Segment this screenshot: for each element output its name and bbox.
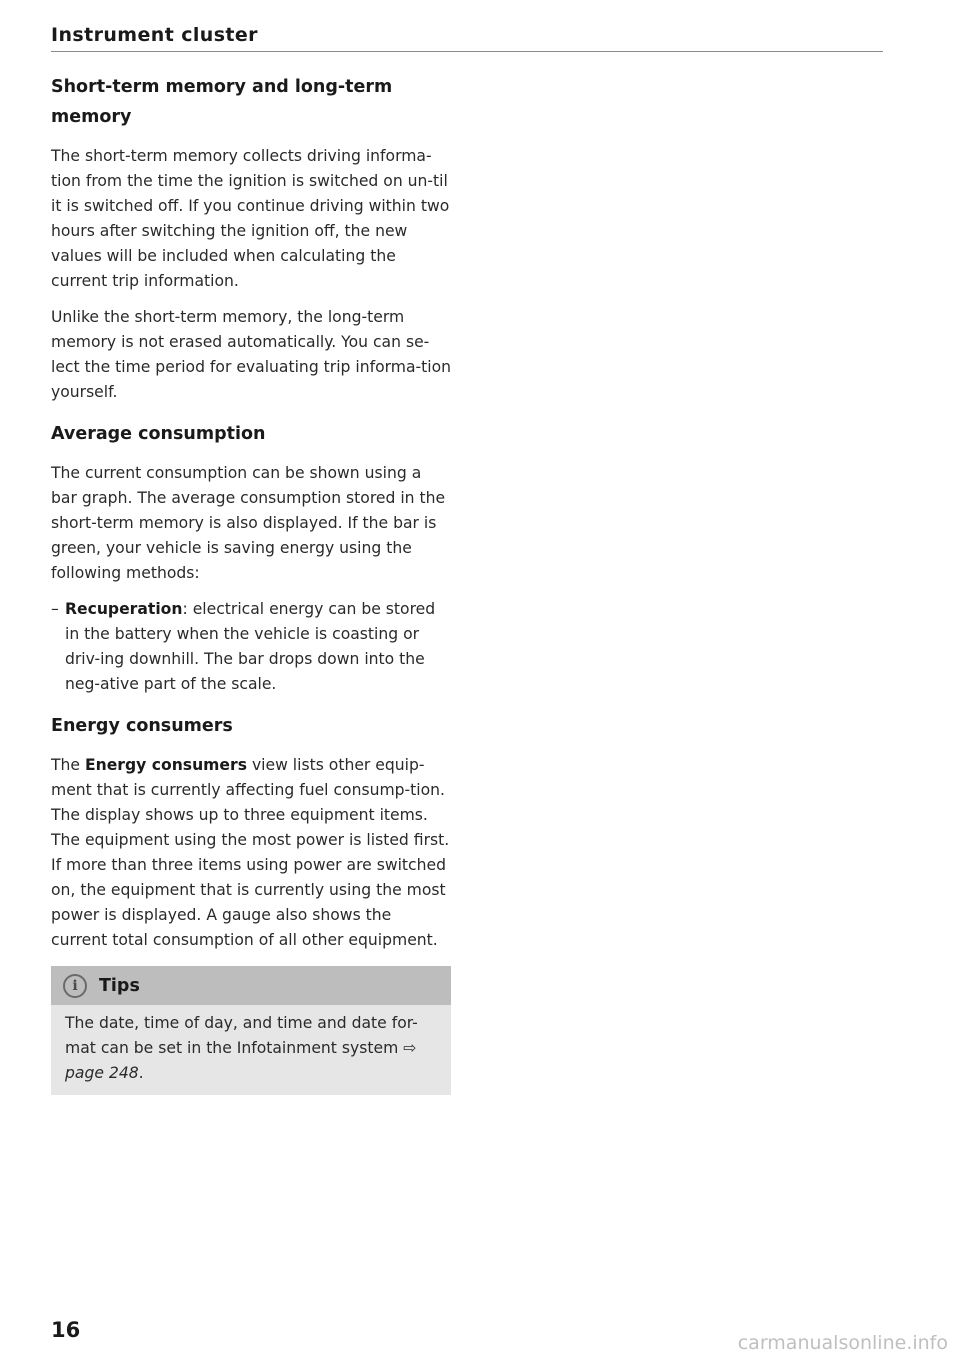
tips-header <box>51 966 451 1005</box>
paragraph-energy-consumers <box>51 753 451 953</box>
term-energy-consumers: Energy consumers <box>84 756 247 774</box>
bullet-recuperation-text: : electrical energy can be stored in the battery when the vehicle is coasting or driv-ing downhill. The bar drops down into the neg-ative part of the scale. <box>65 600 436 693</box>
tips-text: The date, time of day, and time and date for-mat can be set in the Infotainment system <box>65 1014 418 1057</box>
watermark: carmanualsonline.info <box>737 1332 948 1354</box>
tips-body <box>51 1005 451 1095</box>
paragraph-short-term-memory: The short-term memory collects driving informa-tion from the time the ignition is switched on un-til it is switched off. If you continue driving within two hours after switching the ignition off, the new values will be included when calculating the current trip information. <box>51 147 450 290</box>
page-number: 16 <box>51 1318 81 1342</box>
text-before-term: The <box>51 756 85 774</box>
text-after-term: view lists other equip-ment that is currently affecting fuel consump-tion. The display shows up to three equipment items. The equipment using the most power is listed first. If more than three items using power are switched on, the equipment that is currently using the most power is displayed. A gauge also shows the current total consumption of all other equipment. <box>51 756 450 949</box>
term-recuperation: Recuperation <box>65 600 183 618</box>
paragraph-average-consumption: The current consumption can be shown using a bar graph. The average consumption stored in the short-term memory is also displayed. If the bar is green, your vehicle is saving energy using the following methods: <box>51 464 446 582</box>
paragraph-long-term-memory: Unlike the short-term memory, the long-term memory is not erased automatically. You can se-lect the time period for evaluating trip informa-tion yourself. <box>51 308 452 401</box>
tips-text-end: . <box>138 1064 144 1082</box>
running-head: Instrument cluster <box>51 24 258 46</box>
bullet-recuperation <box>51 597 451 697</box>
heading-energy-consumers: Energy consumers <box>51 716 233 736</box>
page-reference-link[interactable]: ⇨ page 248 <box>65 1039 417 1082</box>
info-icon: i <box>63 974 87 998</box>
heading-memory: Short-term memory and long-term memory <box>51 77 393 127</box>
tips-box <box>51 966 451 1095</box>
bullet-dash: – <box>51 600 59 618</box>
heading-average-consumption: Average consumption <box>51 424 266 444</box>
text-column <box>51 72 451 1095</box>
tips-title: Tips <box>99 975 140 996</box>
header-divider <box>51 51 883 52</box>
